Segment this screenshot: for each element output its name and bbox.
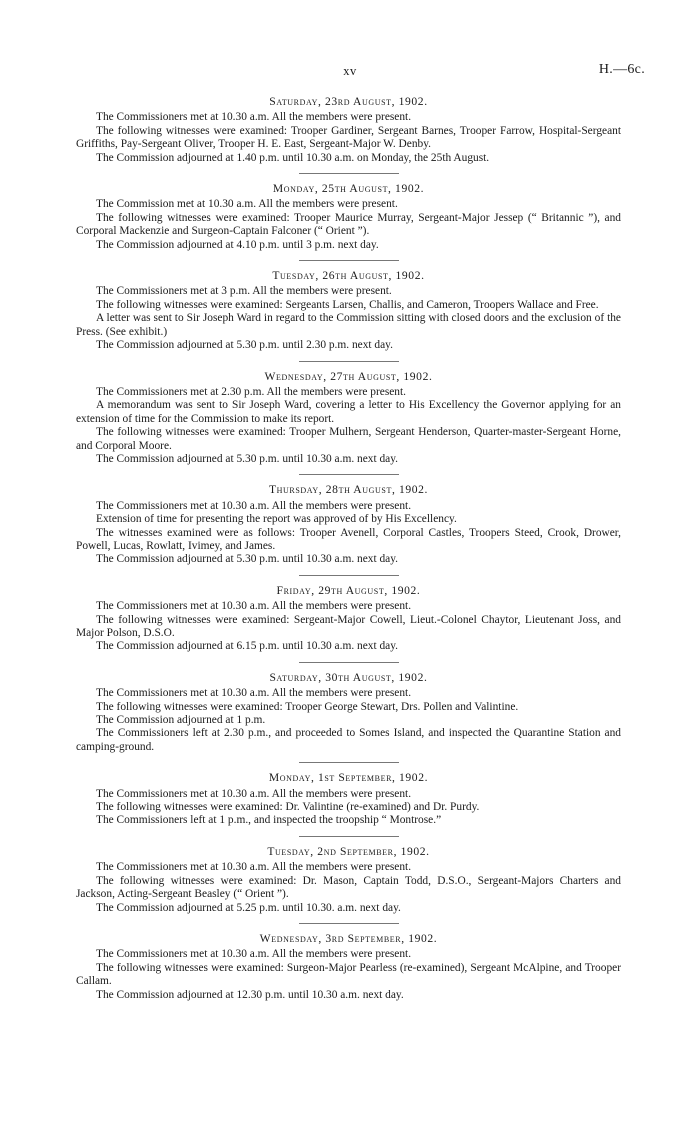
session-paragraph: The following witnesses were examined: Trooper Maurice Murray, Sergeant-Major Jessep (“ Britannic ”), and Corporal Mackenzie and Surgeon-Captain Falconer (“ Orient ”).: [76, 211, 621, 238]
session-heading: Monday, 1st September, 1902.: [268, 771, 429, 785]
session-paragraph: The following witnesses were examined: Trooper George Stewart, Drs. Pollen and Valintine.: [96, 700, 519, 713]
session-heading: Monday, 25th August, 1902.: [272, 182, 425, 196]
session-paragraph: The Commissioners met at 2.30 p.m. All the members were present.: [96, 385, 407, 398]
session-saturday-23-august: [76, 95, 621, 165]
session-paragraph: The Commissioners left at 2.30 p.m., and proceeded to Somes Island, and inspected the Quarantine Station and camping-ground.: [76, 727, 621, 753]
session-saturday-30-august: [76, 671, 621, 754]
session-heading: Thursday, 28th August, 1902.: [268, 483, 429, 497]
section-divider: [299, 474, 399, 475]
session-heading: Wednesday, 27th August, 1902.: [264, 369, 433, 383]
session-paragraph: The Commission met at 10.30 a.m. All the members were present.: [96, 198, 398, 211]
section-divider: [299, 575, 399, 576]
session-tuesday-2-september: [76, 845, 621, 915]
session-paragraph: The Commission adjourned at 5.25 p.m. until 10.30. a.m. next day.: [96, 901, 401, 914]
session-paragraph: The following witnesses were examined: Dr. Valintine (re-examined) and Dr. Purdy.: [96, 801, 480, 814]
session-paragraph: The witnesses examined were as follows: Trooper Avenell, Corporal Castles, Troopers Steed, Crook, Drower, Powell, Lucas, Rowlatt, Ivimey, and James.: [76, 526, 621, 552]
session-paragraph: A letter was sent to Sir Joseph Ward in regard to the Commission sitting with closed doors and the exclusion of the Press. (See exhibit.): [76, 312, 621, 338]
session-paragraph: Extension of time for presenting the report was approved of by His Excellency.: [96, 513, 457, 526]
session-tuesday-26-august: [76, 269, 621, 352]
session-paragraph: The Commissioners met at 10.30 a.m. All the members were present.: [96, 499, 412, 512]
minutes-body: [76, 95, 621, 1002]
session-paragraph: The following witnesses were examined: Sergeants Larsen, Challis, and Cameron, Troopers Wallace and Free.: [96, 298, 599, 311]
session-paragraph: The Commissioners met at 10.30 a.m. All the members were present.: [96, 787, 412, 800]
session-paragraph: The Commission adjourned at 1.40 p.m. until 10.30 a.m. on Monday, the 25th August.: [96, 151, 490, 164]
document-code: H.—6c.: [598, 62, 645, 77]
section-divider: [299, 762, 399, 763]
session-paragraph: The Commission adjourned at 4.10 p.m. until 3 p.m. next day.: [96, 238, 379, 251]
section-divider: [299, 361, 399, 362]
section-divider: [299, 923, 399, 924]
session-paragraph: The following witnesses were examined: Trooper Mulhern, Sergeant Henderson, Quarter-master-Sergeant Horne, and Corporal Moore.: [76, 426, 621, 452]
session-paragraph: The Commissioners met at 3 p.m. All the members were present.: [96, 285, 392, 298]
session-paragraph: A memorandum was sent to Sir Joseph Ward, covering a letter to His Excellency the Governor applying for an extension of time for the Commission to make its report.: [76, 399, 621, 425]
section-divider: [299, 836, 399, 837]
session-paragraph: The following witnesses were examined: Surgeon-Major Pearless (re-examined), Sergeant McAlpine, and Trooper Callam.: [76, 961, 621, 988]
session-wednesday-27-august: [76, 370, 621, 467]
session-monday-1-september: [76, 771, 621, 828]
session-monday-25-august: [76, 182, 621, 252]
session-paragraph: The Commissioners met at 10.30 a.m. All the members were present.: [96, 948, 412, 961]
page-number: xv: [343, 64, 357, 78]
section-divider: [299, 173, 399, 174]
session-heading: Friday, 29th August, 1902.: [276, 583, 421, 597]
session-heading: Saturday, 23rd August, 1902.: [269, 95, 428, 108]
session-paragraph: The Commissioners met at 10.30 a.m. All the members were present.: [96, 600, 412, 613]
session-paragraph: The Commission adjourned at 5.30 p.m. until 10.30 a.m. next day.: [96, 452, 399, 465]
session-heading: Saturday, 30th August, 1902.: [269, 670, 428, 684]
session-wednesday-3-september: [76, 932, 621, 1002]
session-paragraph: The Commission adjourned at 5.30 p.m. until 2.30 p.m. next day.: [96, 339, 393, 352]
session-friday-29-august: [76, 584, 621, 654]
session-paragraph: The following witnesses were examined: Sergeant-Major Cowell, Lieut.-Colonel Chaytor, Lieutenant Joss, and Major Polson, D.S.O.: [76, 613, 621, 639]
session-heading: Wednesday, 3rd September, 1902.: [259, 931, 438, 945]
session-paragraph: The Commissioners met at 10.30 a.m. All the members were present.: [96, 861, 412, 874]
session-paragraph: The following witnesses were examined: Dr. Mason, Captain Todd, D.S.O., Sergeant-Majors Charters and Jackson, Acting-Sergeant Beasley (“ Orient ”).: [76, 874, 621, 901]
session-paragraph: The following witnesses were examined: Trooper Gardiner, Sergeant Barnes, Trooper Farrow, Hospital-Sergeant Griffiths, Pay-Sergeant Oliver, Trooper H. E. East, Sergeant-Major W. Denby.: [76, 124, 621, 151]
session-paragraph: The Commission adjourned at 5.30 p.m. until 10.30 a.m. next day.: [96, 553, 399, 566]
session-paragraph: The Commission adjourned at 6.15 p.m. until 10.30 a.m. next day.: [96, 640, 399, 653]
session-heading: Tuesday, 26th August, 1902.: [272, 269, 425, 283]
session-heading: Tuesday, 2nd September, 1902.: [267, 844, 430, 858]
session-paragraph: The Commissioners left at 1 p.m., and inspected the troopship “ Montrose.”: [96, 814, 442, 827]
session-paragraph: The Commissioners met at 10.30 a.m. All the members were present.: [96, 687, 412, 700]
section-divider: [299, 260, 399, 261]
session-thursday-28-august: [76, 483, 621, 566]
session-paragraph: The Commissioners met at 10.30 a.m. All the members were present.: [96, 111, 412, 124]
session-paragraph: The Commission adjourned at 1 p.m.: [96, 714, 266, 727]
session-paragraph: The Commission adjourned at 12.30 p.m. until 10.30 a.m. next day.: [96, 988, 404, 1001]
section-divider: [299, 662, 399, 663]
